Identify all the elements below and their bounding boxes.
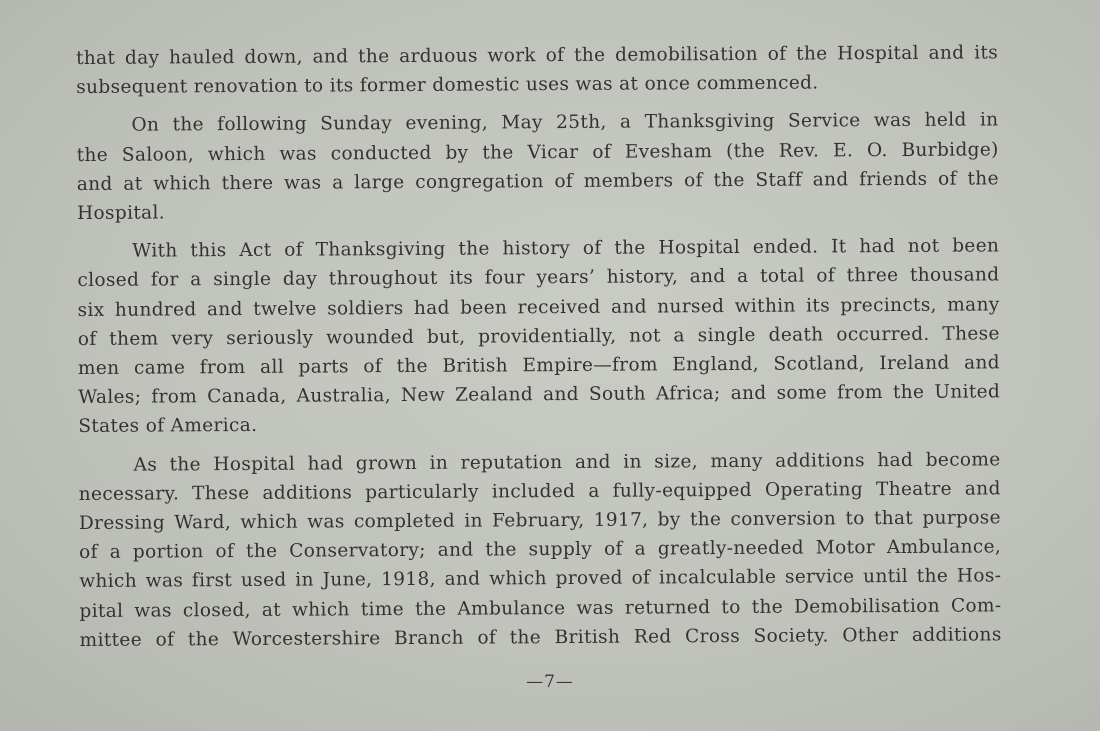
text-line: Dressing Ward, which was completed in February, 1917, by the conversion to that purpose [78, 507, 1001, 535]
paragraph-3 [77, 232, 1000, 442]
paragraph-4 [78, 445, 1001, 655]
body-text [76, 38, 1002, 655]
text-line: necessary. These additions particularly included a fully-equipped Operating Theatre and [78, 478, 1001, 505]
paragraph-2 [76, 106, 999, 228]
text-line: men came from all parts of the British Empire—from England, Scotland, Ireland and [77, 352, 1001, 380]
text-line: As the Hospital had grown in reputation and in size, many additions had become [133, 449, 1001, 476]
text-line: Hospital. [76, 202, 166, 225]
text-line: Wales; from Canada, Australia, New Zealand and South Africa; and some from the United [78, 381, 1001, 409]
text-line: With this Act of Thanksgiving the history of the Hospital ended. It had not been [132, 235, 1000, 262]
text-line: six hundred and twelve soldiers had been received and nursed within its precincts, many [77, 293, 1000, 321]
text-line: the Saloon, which was conducted by the Vicar of Evesham (the Rev. E. O. Burbidge) [76, 138, 999, 166]
text-line: States of America. [78, 415, 258, 438]
text-line: mittee of the Worcestershire Branch of the British Red Cross Society. Other additions [79, 624, 1002, 651]
paragraph-1 [76, 38, 998, 102]
text-line: of them very seriously wounded but, providentially, not a single death occurred. These [77, 323, 1000, 350]
text-line: On the following Sunday evening, May 25th, a Thanksgiving Service was held in [131, 109, 999, 137]
text-line: which was first used in June, 1918, and which proved of incalculable service until the Hos- [79, 565, 1002, 593]
page-number: —7— [526, 672, 574, 692]
text-line: and at which there was a large congregation of members of the Staff and friends of the [76, 168, 999, 195]
text-line: subsequent renovation to its former domestic uses was at once commenced. [76, 72, 819, 99]
text-line: that day hauled down, and the arduous work of the demobilisation of the Hospital and its [76, 42, 999, 69]
text-line: of a portion of the Conservatory; and the supply of a greatly-needed Motor Ambulance, [79, 536, 1002, 564]
text-line: pital was closed, at which time the Ambulance was returned to the Demobilisation Com- [79, 595, 1002, 622]
text-line: closed for a single day throughout its four years’ history, and a total of three thousand [77, 264, 1000, 292]
